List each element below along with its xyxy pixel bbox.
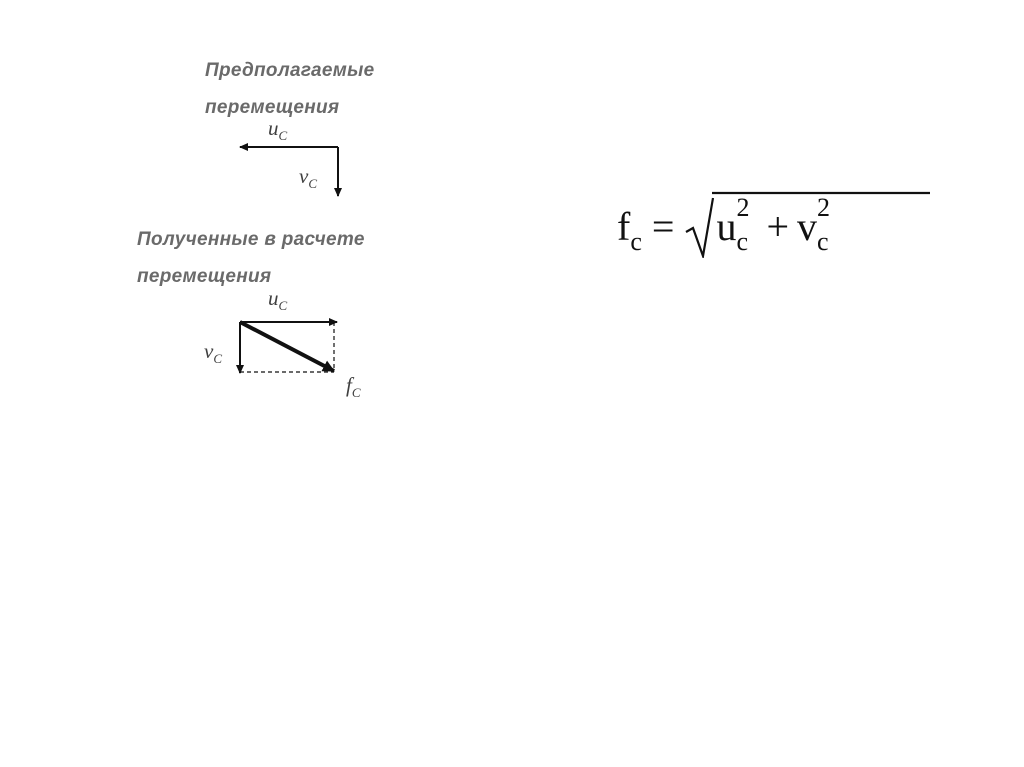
formula-term2: v (797, 204, 817, 249)
formula-lhs: f (617, 204, 631, 249)
sqrt-sign (684, 196, 714, 258)
label-u-top: $u_C$ (268, 116, 288, 143)
formula-lhs-sub: c (630, 227, 642, 256)
formula-term1: u (716, 204, 737, 249)
obtained-f-arrow (240, 322, 334, 371)
obtained-displacements-caption-line1: Полученные в расчете (137, 229, 365, 250)
formula-term1-sup: 2 (736, 193, 750, 222)
formula-term2-sub: c (817, 227, 829, 256)
assumed-displacements-caption-line2: перемещения (205, 97, 340, 118)
obtained-displacements-caption-line2: перемещения (137, 266, 272, 287)
formula-plus: + (766, 204, 789, 249)
formula-equals: = (651, 204, 675, 249)
radicand (712, 193, 839, 257)
label-f-bottom: $f_C$ (346, 373, 361, 400)
label-v-top: $v_C$ (299, 164, 317, 191)
label-u-bottom: $u_C$ (268, 286, 288, 313)
resultant-formula (617, 193, 839, 272)
formula-term1-sub: c (736, 227, 748, 256)
label-v-bottom: $v_C$ (204, 339, 222, 366)
assumed-displacements-caption-line1: Предполагаемые (205, 60, 375, 81)
formula-term2-sup: 2 (817, 193, 830, 222)
